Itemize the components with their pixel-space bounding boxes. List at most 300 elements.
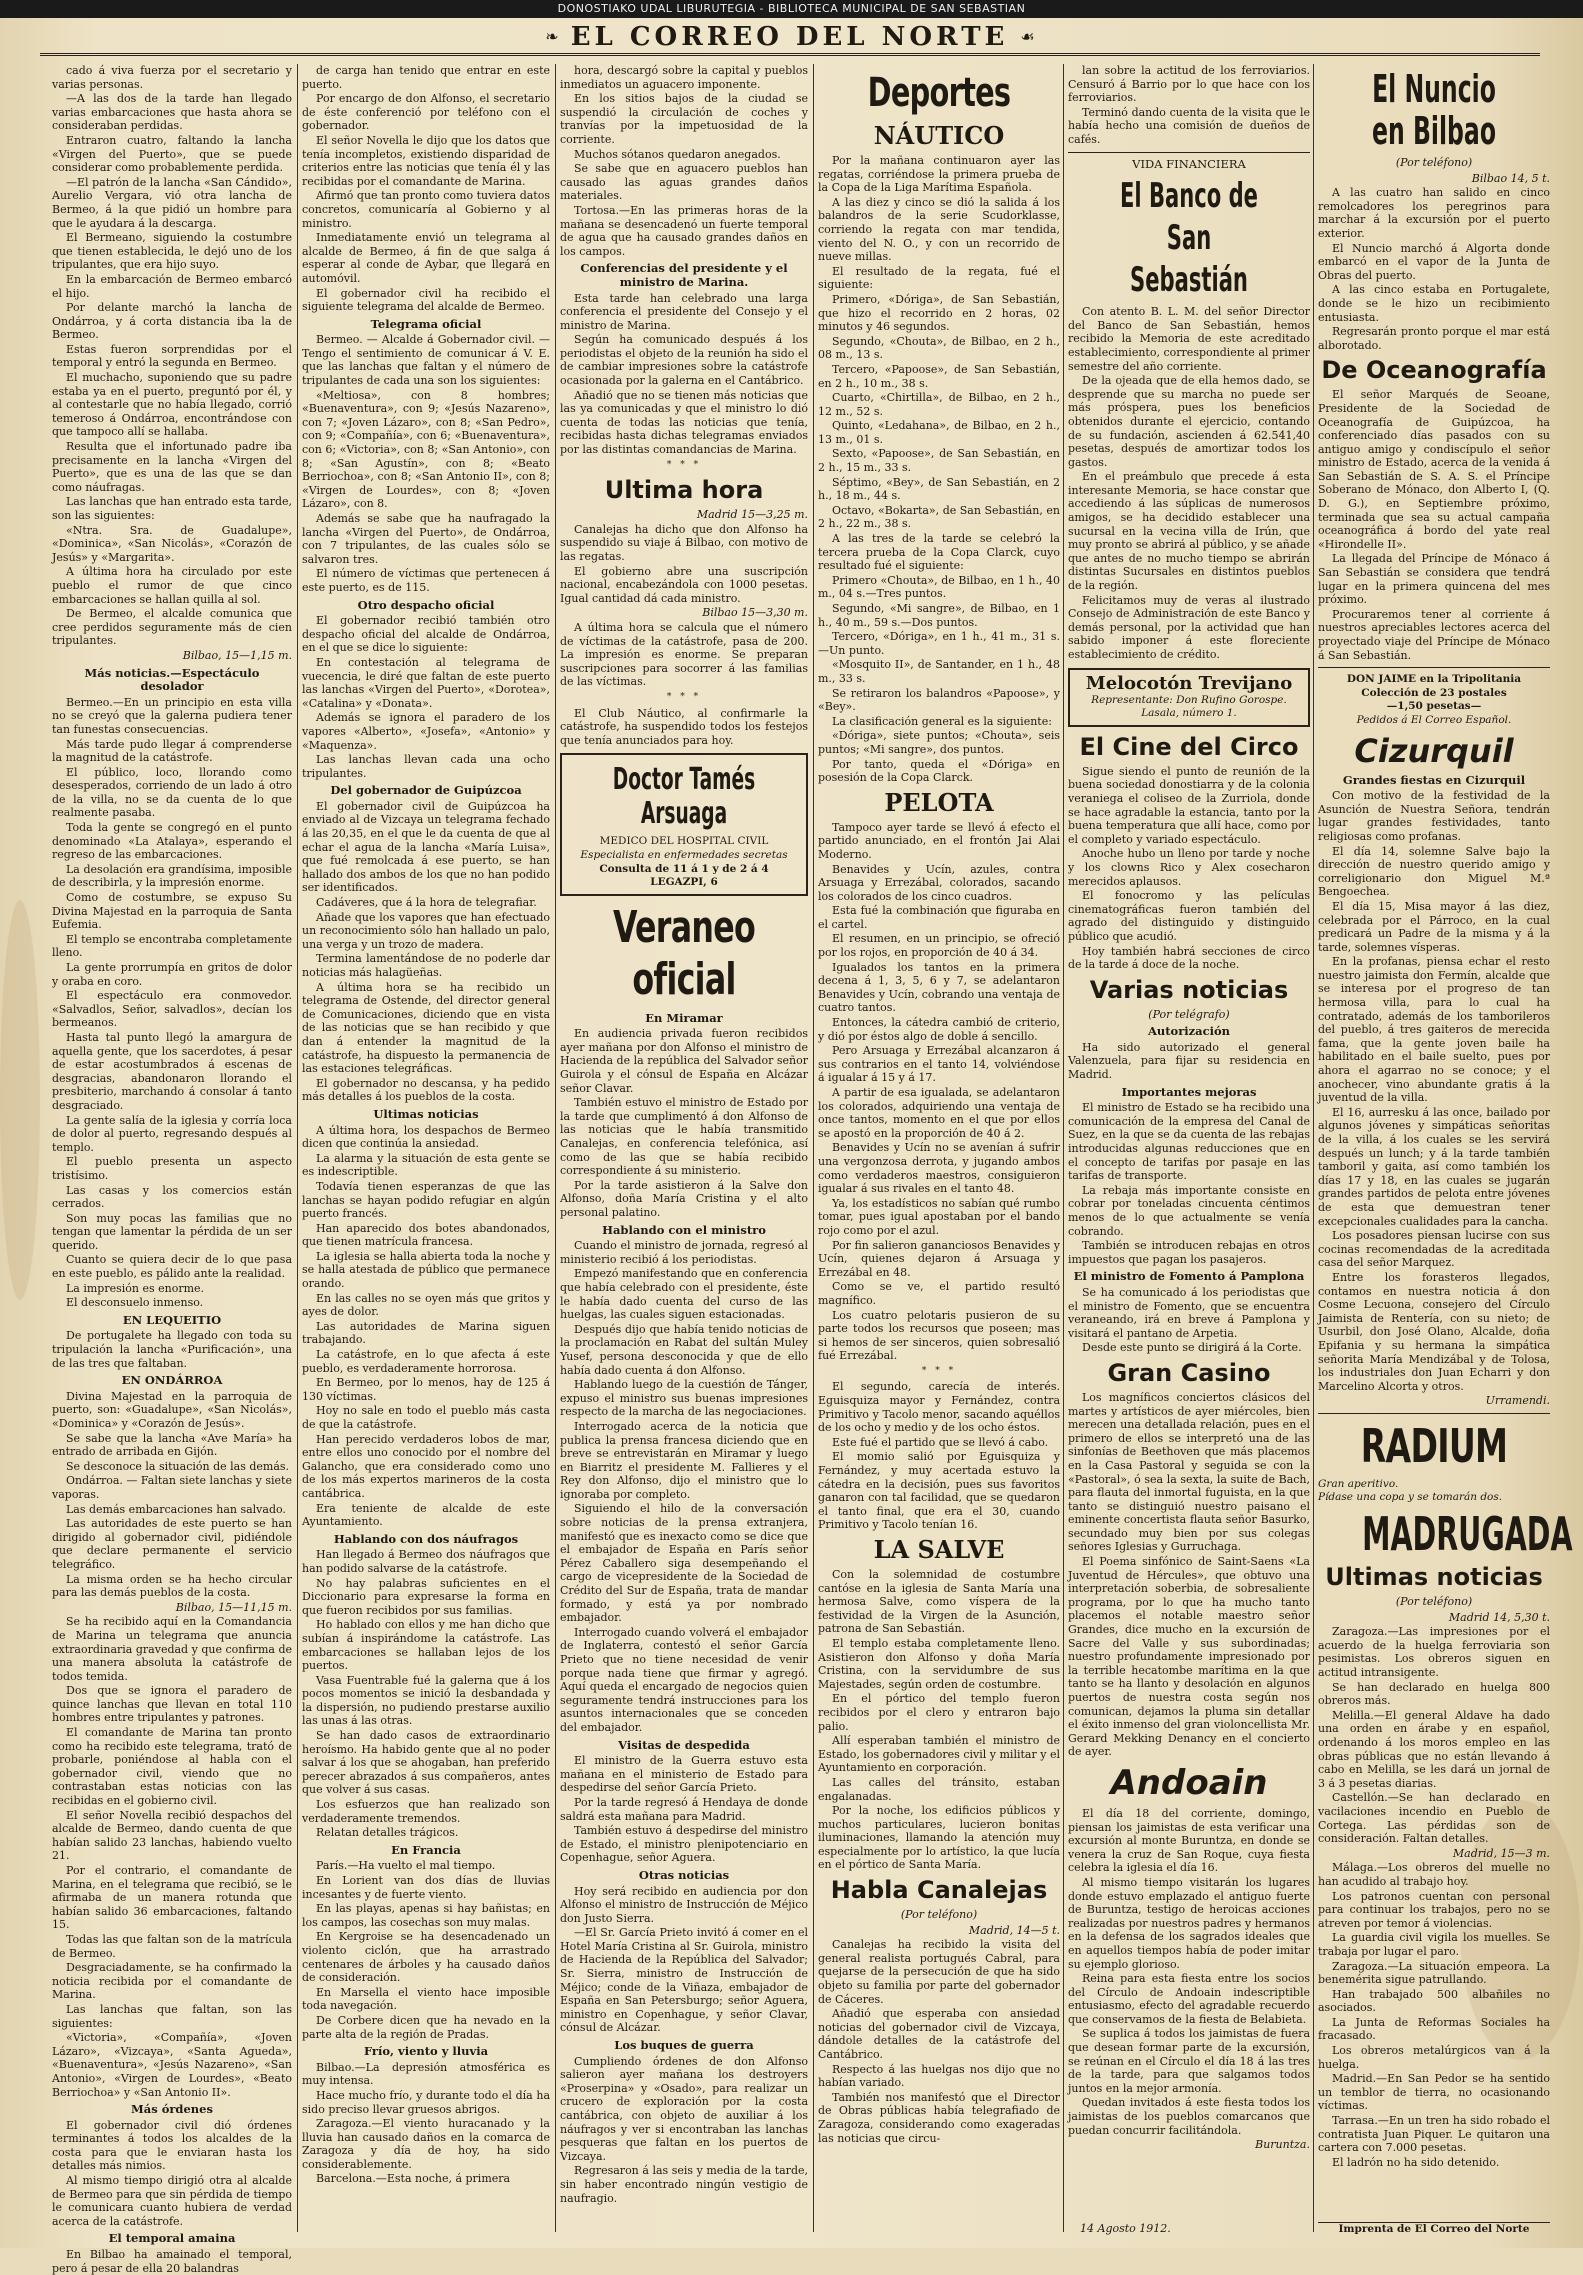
article-paragraph: «Mosquito II», de Santander, en 1 h., 48 m., 33 s.: [818, 658, 1060, 685]
article-paragraph: Por delante marchó la lancha de Ondárroa, y á corta distancia iba la de Bermeo.: [52, 301, 292, 342]
article-paragraph: —El patrón de la lancha «San Cándido», Aurelio Vergara, vió otra lancha de Bermeo, á la que pidió un hombre para que le ayudara á la descarga.: [52, 175, 292, 230]
dateline: Madrid 15—3,25 m.: [696, 508, 808, 522]
article-paragraph: A última hora se ha recibido un telegrama de Ostende, del director general de Comunicaciones, diciendo que en vista de las noticias que se han recibido y que dan á entender la magnitud de la catástrofe, ha dispuesto la permanencia de las estaciones telegráficas.: [302, 980, 550, 1076]
subheading: Hablando con el ministro: [602, 1222, 766, 1237]
article-paragraph: Entonces, la cátedra cambió de criterio, y dió por éstos algo de doble á sencillo.: [818, 1016, 1060, 1043]
article-paragraph: Tampoco ayer tarde se llevó á efecto el partido anunciado, en el frontón Jai Alai Moderno.: [818, 820, 1060, 861]
article-paragraph: El resultado de la regata, fué el siguiente:: [818, 264, 1060, 292]
masthead: [40, 20, 1540, 56]
column-rule: [297, 64, 298, 2232]
article-paragraph: Las lanchas que han entrado esta tarde, son las siguientes:: [52, 495, 292, 522]
article-paragraph: Esta tarde han celebrado una larga conferencia el presidente del Consejo y el ministro de Marina.: [560, 291, 808, 332]
article-body: [818, 1380, 1060, 1532]
article-paragraph: Por la tarde asistieron á la Salve don Alfonso, doña María Cristina y el alto personal palatino.: [560, 1178, 808, 1219]
article-paragraph: Se sabe que en aguacero pueblos han causado las aguas grandes daños materiales.: [560, 162, 808, 203]
article-paragraph: Vasa Fuentrable fué la galerna que á los pocos momentos se inició la desbandada y la dispersión, no pudiendo prestarse auxilio las unas á las otras.: [302, 1673, 550, 1728]
jaime-advertisement: [1318, 673, 1550, 727]
article-paragraph: Quedan invitados á este fiesta todos los jaimistas de los pueblos comarcanos que puedan concurrir facilitándola.: [1068, 2096, 1310, 2137]
article-paragraph: Anoche hubo un lleno por tarde y noche y los clowns Rico y Alex cosecharon merecidos aplausos.: [1068, 847, 1310, 888]
article-paragraph: Con la solemnidad de costumbre cantóse en la iglesia de Santa María una hermosa Salve, como víspera de la festividad de la Virgen de la Asunción, patrona de San Sebastián.: [818, 1568, 1060, 1636]
headline-cine-circo: El Cine del Circo: [1079, 732, 1299, 761]
article-paragraph: Esta fué la combinación que figuraba en el cartel.: [818, 904, 1060, 931]
article-paragraph: El día 18 del corriente, domingo, piensan los jaimistas de esta verificar una excursión al monte Buruntza, en donde se venera la cruz de San Roque, cuya fiesta celebra la iglesia el día 16.: [1068, 1806, 1310, 1875]
article-paragraph: En las playas, apenas si hay bañistas; en los campos, las cosechas son muy malas.: [302, 1902, 550, 1929]
article-body: [302, 1124, 550, 1529]
subheading: Más órdenes: [131, 2102, 213, 2117]
article-paragraph: Hace mucho frío, y durante todo el día ha sido preciso llevar gruesos abrigos.: [302, 2088, 550, 2116]
article-paragraph: De la ojeada que de ella hemos dado, se desprende que su marcha no puede ser más próspera, pues los beneficios obtenidos durante el ejercicio, contando de su fundación, ascienden á 62.541,40 pesetas, después de amortizar todos los gastos.: [1068, 374, 1310, 469]
article-paragraph: A última hora ha circulado por este pueblo el rumor de que cinco embarcaciones se hallan quilla al sol.: [52, 565, 292, 606]
article-paragraph: De Corbere dicen que ha nevado en la parte alta de la región de Pradas.: [302, 2013, 550, 2041]
article-paragraph: La rebaja más importante consiste en cobrar por toneladas cincuenta céntimos menos de lo que actualmente se venía cobrando.: [1068, 1183, 1310, 1238]
separator-dots: * * *: [666, 459, 702, 470]
article-paragraph: Barcelona.—Esta noche, á primera: [316, 2172, 511, 2186]
article-paragraph: Las casas y los comercios están cerrados.: [52, 1183, 292, 1211]
article-paragraph: El Poema sinfónico de Saint-Saens «La Juventud de Hércules», que obtuvo una interpretación soberbia, de sobresaliente programa, por lo que ha mucho tanto placemos el notable maestro señor Grandes, dice mucho en la excursión de Sacre del Valle y sus subordinadas; nuestro profundamente impresionado por la terrible hecatombe marítima en la que tanto se ha llanto y desolación en algunos puertos de nuestra costa según nos comunican, dejamos la pluma sin detallar el éxito inmenso del gran violoncellista Mr. Gerard Mekking Denancy en el concierto de ayer.: [1068, 1555, 1310, 1759]
article-paragraph: Con motivo de la festividad de la Asunción de Nuestra Señora, tendrán lugar grandes festividades, tanto religiosas como profanas.: [1318, 789, 1550, 843]
article-paragraph: hora, descargó sobre la capital y pueblos inmediatos un aguacero imponente.: [560, 64, 808, 91]
article-paragraph: La desolación era grandísima, imposible de describirla, y la impresión enorme.: [52, 862, 292, 890]
ornament-right-icon: ☙: [1020, 27, 1035, 46]
ad-line: Representante: Don Rufino Gorospe.: [1091, 693, 1287, 706]
article-paragraph: Canalejas ha recibido la visita del general realista portugués Cabral, para quejarse de la persecución de que ha sido objeto su familia por parte del gobernador de Cáceres.: [818, 1938, 1060, 2006]
article-body: [1318, 1625, 1550, 1846]
ad-line: —1,50 pesetas—: [1386, 700, 1482, 713]
article-paragraph: Con atento B. L. M. del señor Director del Banco de San Sebastián, hemos recibido la Memoria de este acreditado establecimiento, correspondiente al primer semestre del año corriente.: [1068, 305, 1310, 373]
article-body: [1318, 388, 1550, 662]
signature: Buruntza.: [1255, 2138, 1310, 2152]
article-paragraph: Afirmó que tan pronto como tuviera datos concretos, comunicaría al Gobierno y al ministro.: [302, 189, 550, 230]
headline-oceanografia: De Oceanografía: [1321, 356, 1547, 385]
signature: Urramendi.: [1485, 1394, 1550, 1408]
headline-veraneo-oficial: Veraneo oficial: [612, 901, 756, 1005]
article-paragraph: No hay palabras suficientes en el Diccionario para expresarse la forma en que fueron recibidos por sus familias.: [302, 1576, 550, 1617]
article-paragraph: El resumen, en un principio, se ofreció por los rojos, en proporción de 40 á 34.: [818, 932, 1060, 960]
article-paragraph: Siguiendo el hilo de la conversación sobre noticias de la prensa extranjera, manifestó que es inexacto como se dice que el embajador de España en París señor Pérez Caballero siga desempeñando el cargo de vicepresidente de la Sociedad de Crédito del Sur de España, trata de mandar formado, y está ya por nombrado embajador.: [560, 1502, 808, 1625]
ad-line: Pídase una copa y se tomarán dos.: [1318, 1491, 1503, 1504]
column-2: [302, 64, 550, 2232]
headline-cizurquil: Cizurquil: [1354, 731, 1514, 770]
article-paragraph: Como se ve, el partido resultó magnífico.: [818, 1280, 1060, 1307]
article-paragraph: Allí esperaban también el ministro de Estado, los gobernadores civil y militar y el Ayuntamiento en corporación.: [818, 1734, 1060, 1775]
article-paragraph: Reina para esta fiesta entre los socios del Círculo de Andoain indescriptible entusiasmo, efecto del agradable recuerdo que conservamos de la fiesta de Belabieta.: [1068, 1972, 1310, 2026]
article-paragraph: El 16, aurresku á las once, bailado por algunos jóvenes y simpáticas señoritas de la villa, á los cuales se les servirá después un lunch; y á la tarde también tamboril y gaita, así como también los días 17 y 18, en las cuales se jugarán grandes partidos de pelota entre jóvenes de esta que demuestran tener excepcionales cualidades para la cancha.: [1318, 1105, 1550, 1228]
article-paragraph: La llegada del Príncipe de Mónaco á San Sebastián se considera que tendrá lugar en la primera quincena del mes próximo.: [1318, 552, 1550, 607]
subheading: Visitas de despedida: [618, 1737, 750, 1752]
article-paragraph: Toda la gente se congregó en el punto denominado «La Atalaya», esperando el regreso de las embarcaciones.: [52, 821, 292, 862]
newspaper-title: EL CORREO DEL NORTE: [570, 21, 1009, 52]
article-body: [52, 1615, 292, 2099]
article-body: [1068, 1101, 1310, 1266]
article-paragraph: Como de costumbre, se expuso Su Divina Majestad en la parroquia de Santa Eufemia.: [52, 891, 292, 932]
article-paragraph: El segundo, carecía de interés. Eguisquiza mayor y Fernández, contra Primitivo y Tacolo menor, sacando aquéllos de los ocho y medio y de los ocho éstos.: [818, 1380, 1060, 1435]
article-paragraph: Este fué el partido que se llevó á cabo.: [832, 1435, 1049, 1449]
article-paragraph: Tortosa.—En las primeras horas de la mañana se desencadenó un fuerte temporal de agua que ha causado grandes daños en los campos.: [560, 203, 808, 258]
article-body: [818, 1568, 1060, 1872]
radium-advertisement: [1318, 1420, 1550, 1505]
article-paragraph: A las diez y cinco se dió la salida á los balandros de la serie Scudorklasse, corriendo la regata con mar tendida, viento del N. O., y con un recorrido de nueve millas.: [818, 195, 1060, 264]
article-paragraph: El público, loco, llorando como desesperados, corriendo de un lado á otro de la villa, no se da cuenta de lo que realmente pasaba.: [52, 765, 292, 820]
subheading: En Miramar: [645, 1010, 723, 1025]
article-paragraph: lan sobre la actitud de los ferroviarios. Censuró á Barrio por lo que hace con los ferroviarios.: [1068, 64, 1310, 105]
divider: [1318, 667, 1550, 668]
headline-andoain: Andoain: [1110, 1762, 1268, 1803]
article-paragraph: El fonocromo y las películas cinematográficas fueron también del agrado del distinguido y distinguido público que acudió.: [1068, 889, 1310, 943]
article-paragraph: A las tres de la tarde se celebró la tercera prueba de la Copa Clarck, cuyo resultado fué el siguiente:: [818, 532, 1060, 573]
article-paragraph: También estuvo el ministro de Estado por la tarde que cumplimentó á don Alfonso de las noticias que le había transmitido Canalejas, en conferencia telefónica, así como de las que se había recibido correspondiente á su ministerio.: [560, 1096, 808, 1178]
article-paragraph: Los obreros metalúrgicos van á la huelga.: [1318, 2044, 1550, 2071]
article-paragraph: El número de víctimas que pertenecen á este puerto, es de 115.: [302, 567, 550, 594]
article-paragraph: cado á viva fuerza por el secretario y varias personas.: [52, 64, 292, 91]
column-rule: [555, 64, 556, 2232]
article-paragraph: El gobierno abre una suscripción nacional, encabezándola con 1000 pesetas. Igual cantidad dá cada ministro.: [560, 564, 808, 605]
article-paragraph: El templo se encontraba completamente lleno.: [52, 932, 292, 960]
ad-title: RADIUM: [1360, 1418, 1508, 1473]
subheading: Ultimas noticias: [373, 1106, 479, 1121]
article-paragraph: Séptimo, «Bey», de San Sebastián, en 2 h., 18 m., 44 s.: [818, 475, 1060, 503]
article-paragraph: Primero «Chouta», de Bilbao, en 1 h., 40 m., 04 s.—Tres puntos.: [818, 573, 1060, 601]
headline-varias-noticias: Varias noticias: [1089, 975, 1289, 1004]
article-paragraph: La alarma y la situación de esta gente se es indescriptible.: [302, 1151, 550, 1179]
subheading: Grandes fiestas en Cizurquil: [1342, 772, 1526, 787]
divider: [1068, 152, 1310, 153]
article-paragraph: Por tanto, queda el «Dóriga» en posesión de la Copa Clarck.: [818, 757, 1060, 785]
article-paragraph: El gobernador no descansa, y ha pedido más detalles á los pueblos de la costa.: [302, 1076, 550, 1104]
article-paragraph: De portugalete ha llegado con toda su tripulación la lancha «Purificación», una de las tres que faltaban.: [52, 1329, 292, 1370]
article-paragraph: El señor Novella recibió despachos del alcalde de Bermeo, dando cuenta de que habían salido 23 lanchas, habiendo vuelto 21.: [52, 1808, 292, 1863]
article-paragraph: El momio salió por Eguisquiza y Fernández, y muy acertada estuvo la cátedra en la decisión, pues sus favoritos ganaron con tal facilidad, que se quedaron el tanto final, que era el 30, cuando Primitivo y Tacolo tenían 16.: [818, 1450, 1060, 1532]
article-paragraph: «Victoria», «Compañía», «Joven Lázaro», «Vizcaya», «Santa Agueda», «Buenaventura», «Jesús Nazareno», «San Antonio», «Virgen de Lourdes», «Beato Berriochoa» y «San Antonio II».: [52, 2031, 292, 2099]
article-paragraph: París.—Ha vuelto el mal tiempo.: [316, 1859, 496, 1873]
article-body: [302, 1859, 550, 2041]
article-paragraph: A las cinco estaba en Portugalete, donde se le hizo un recibimiento entusiasta.: [1318, 283, 1550, 324]
article-paragraph: Añadió que esperaba con ansiedad noticias del gobernador civil de Vizcaya, dándole detalles de la catástrofe del Cantábrico.: [818, 2007, 1060, 2061]
subheading: Otro despacho oficial: [357, 597, 495, 612]
subheading: Conferencias del presidente y el ministro de Marina.: [580, 261, 788, 289]
article-paragraph: Al mismo tiempo dirigió otra al alcalde de Bermeo para que sin pérdida de tiempo le comunicara cuanto hubiera de verdad acerca de la catástrofe.: [52, 2174, 292, 2228]
article-paragraph: También estuvo á despedirse del ministro de Estado, el ministro plenipotenciario en Copenhague, señor Aguera.: [560, 1824, 808, 1865]
article-paragraph: La clasificación general es la siguiente:: [832, 714, 1052, 728]
article-body: [1068, 64, 1310, 147]
ad-line: MEDICO DEL HOSPITAL CIVIL: [599, 835, 769, 848]
separator-dots: * * *: [921, 1365, 957, 1376]
article-paragraph: A última hora se calcula que el número de víctimas de la catástrofe, pasa de 200. La impresión es enorme. Se preparan suscripciones para socorrer á las familias de las víctimas.: [560, 620, 808, 689]
article-paragraph: Cadáveres, que á la hora de telegrafiar.: [316, 896, 537, 910]
article-paragraph: Más tarde pudo llegar á comprenderse la magnitud de la catástrofe.: [52, 737, 292, 765]
article-body: [560, 707, 808, 748]
subheading: El ministro de Fomento á Pamplona: [1073, 1269, 1305, 1284]
article-paragraph: Tercero, «Papoose», de San Sebastián, en 2 h., 10 m., 38 s.: [818, 362, 1060, 390]
article-paragraph: «Meltiosa», con 8 hombres; «Buenaventura», con 9; «Jesús Nazareno», con 7; «Joven Lázaro», con 8; «San Pedro», con 9; «Compañía», con 6; «Buenaventura», con 6; «Victoria», con 8; «San Antonio», con 8; «San Agustín», con 8; «Beato Berriochoa», con 8; «San Antonio II», con 8; «Virgen de Lourdes», con 8; «Joven Lázaro», con 8.: [302, 388, 550, 511]
article-paragraph: —El Sr. García Prieto invitó á comer en el Hotel María Cristina al Sr. Guirola, ministro de Hacienda de la República del Salvador; Sr. Sierra, ministro de Instrucción de Méjico; conde de la Viñaza, embajador de España en San Petersburgo; señor Aguera, ministro en Copenhague, y señor Clavar, cónsul de Alcázar.: [560, 1926, 808, 2035]
article-paragraph: Cuando el ministro de jornada, regresó al ministerio recibió á los periodistas.: [560, 1239, 808, 1266]
article-paragraph: A última hora, los despachos de Bermeo dicen que continúa la ansiedad.: [302, 1123, 550, 1151]
subheading: (Por teléfono): [900, 1908, 978, 1922]
dateline: Bilbao 15—3,30 m.: [702, 606, 808, 620]
article-body: [1068, 1041, 1310, 1082]
article-body: [302, 333, 550, 594]
article-paragraph: Por la noche, los edificios públicos y muchos particulares, lucieron bonitas iluminaciones, llamando la atención muy especialmente por lo artístico, la que lucía en el pórtico de Santa María.: [818, 1804, 1060, 1872]
article-paragraph: El día 14, solemne Salve bajo la dirección de nuestro querido amigo y correligionario don Miguel M.ª Bengoechea.: [1318, 844, 1550, 899]
article-paragraph: Melilla.—El general Aldave ha dado una orden en árabe y en español, ordenando á los moros empleo en las obras públicas que no están llevando á cabo en Melilla, se les dará un jornal de 3 á 3 pesetas diarias.: [1318, 1708, 1550, 1790]
article-paragraph: Hoy no sale en todo el pueblo más casta de que la catástrofe.: [302, 1404, 550, 1431]
article-paragraph: Los esfuerzos que han realizado son verdaderamente tremendos.: [302, 1798, 550, 1825]
dateline: Bilbao, 15—11,15 m.: [175, 1600, 292, 1614]
article-paragraph: Por fin salieron gananciosos Benavides y Ucín, quienes dejaron á Arsuaga y Errezábal en 48.: [818, 1238, 1060, 1279]
ad-line: Lasala, número 1.: [1141, 707, 1237, 720]
article-body: [1068, 765, 1310, 972]
article-body: [52, 696, 292, 1310]
article-paragraph: Pero Arsuaga y Errezábal alcanzaron á sus contrarios en el tanto 14, volviéndose á igualar á 15 y á 17.: [818, 1044, 1060, 1085]
article-paragraph: Regresaron á las seis y media de la tarde, sin haber encontrado ningún vestigio de naufragio.: [560, 2164, 808, 2205]
article-paragraph: Por la mañana continuaron ayer las regatas, corriéndose la primera prueba de la Copa de la Liga Marítima Española.: [818, 154, 1060, 195]
article-paragraph: Ya, los estadísticos no sabían qué rumbo tomar, pues igual apostaban por el bando rojo como por el azul.: [818, 1196, 1060, 1237]
column-rule: [1313, 64, 1314, 2232]
article-paragraph: En los sitios bajos de la ciudad se suspendió la circulación de coches y tranvías por la impetuosidad de la corriente.: [560, 92, 808, 146]
article-paragraph: La gente salía de la iglesia y corría loca de dolor al puerto, regresando después al templo.: [52, 1113, 292, 1154]
article-paragraph: Era teniente de alcalde de este Ayuntamiento.: [302, 1501, 550, 1529]
article-paragraph: Han aparecido dos botes abandonados, que tienen matrícula francesa.: [302, 1221, 550, 1249]
article-paragraph: Han perecido verdaderos lobos de mar, entre ellos uno conocido por el nombre del Galancho, que era considerado como uno de los más expertos marineros de la costa cantábrica.: [302, 1432, 550, 1500]
article-paragraph: Entre los forasteros llegados, contamos en nuestra noticia á don Cosme Lecuona, consejero del Círculo Jaimista de Rentería, con su nieto; de Usurbil, don José Olano, Alcalde, doña Epifania y su hermana la simpática señorita María Mendizábal y de Tolosa, los industriales don Juan Echarri y don Marcelino Alcorta y otros.: [1318, 1270, 1550, 1393]
article-paragraph: Entraron cuatro, faltando la lancha «Virgen del Puerto», que se puede considerar como probablemente perdida.: [52, 133, 292, 175]
article-paragraph: Octavo, «Bokarta», de San Sebastián, en 2 h., 22 m., 38 s.: [818, 503, 1060, 531]
separator-dots: * * *: [666, 691, 702, 702]
article-body: [302, 1548, 550, 1839]
ornament-left-icon: ❧: [545, 27, 559, 46]
melocoton-advertisement: [1068, 668, 1310, 727]
column-rule: [813, 64, 814, 2232]
article-paragraph: Zaragoza.—El viento huracanado y la lluvia han causado daños en la comarca de Zaragoza y día de hoy, ha sido considerablemente.: [302, 2117, 550, 2171]
article-paragraph: Castellón.—Se han declarado en vacilaciones incendio en Pueblo de Cortega. Las pérdidas son de consideración. Faltan detalles.: [1318, 1791, 1550, 1846]
article-paragraph: El gobernador civil de Guipúzcoa ha enviado al de Vizcaya un telegrama fechado á las 20,35, en el que le da cuenta de que al echar el agua de la lancha «María Luisa», que fué remolcada á ese puerto, se han hallado dos ambos de los que no han podido ser identificados.: [302, 799, 550, 895]
article-paragraph: La impresión es enorme.: [66, 1281, 205, 1295]
subheading: VIDA FINANCIERA: [1132, 156, 1246, 171]
article-paragraph: Procuraremos tener al corriente á nuestros apreciables lectores acerca del proyectado viaje del Príncipe de Mónaco á San Sebastián.: [1318, 607, 1550, 662]
article-paragraph: En contestación al telegrama de vuecencia, le diré que faltan de este puerto las lanchas «Virgen del Puerto», «Dorotea», «Catalina» y «Donata».: [302, 655, 550, 710]
article-body: [1068, 1391, 1310, 1759]
article-paragraph: El comandante de Marina tan pronto como ha recibido este telegrama, trató de probarle, poniéndose al habla con el gobernador civil, viendo que no contrastaban estas noticias con las recibidas en el gobierno civil.: [52, 1726, 292, 1808]
headline-ultima-hora: Ultima hora: [604, 476, 764, 505]
footer-date: 14 Agosto 1912.: [1080, 2222, 1171, 2235]
column-4: [818, 64, 1060, 2232]
article-paragraph: Dos que se ignora el paradero de quince lanchas que llevan en total 110 hombres entre tripulantes y patrones.: [52, 1684, 292, 1725]
ad-line: Colección de 23 postales: [1361, 686, 1507, 699]
article-body: [52, 1390, 292, 1600]
article-paragraph: «Ntra. Sra. de Guadalupe», «Dominica», «San Nicolás», «Corazón de Jesús» y «Margarita».: [52, 523, 292, 564]
article-paragraph: El gobernador civil ha recibido el siguiente telegrama del alcalde de Bermeo.: [302, 286, 550, 314]
subheading: Más noticias.—Espectáculo desolador: [84, 665, 260, 694]
article-paragraph: Todavía tienen esperanzas de que las lanchas se hayan podido refugiar en algún puerto francés.: [302, 1179, 550, 1221]
article-paragraph: Han llegado á Bermeo dos náufragos que han podido salvarse de la catástrofe.: [302, 1548, 550, 1575]
article-paragraph: El gobernador civil dió órdenes terminantes á todos los alcaldes de la costa para que le enviaran hasta los detalles más nimios.: [52, 2118, 292, 2173]
article-paragraph: Se han declarado en huelga 800 obreros más.: [1318, 1680, 1550, 1708]
article-paragraph: Zaragoza.—Las impresiones por el acuerdo de la huelga ferroviaria son pesimistas. Los obreros siguen en actitud intransigente.: [1318, 1625, 1550, 1680]
headline-nuncio: El Nuncio en Bilbao: [1371, 67, 1497, 153]
column-6: [1318, 64, 1573, 2232]
article-paragraph: A las cuatro han salido en cinco remolcadores los peregrinos para marchar á la excursión por el puerto exterior.: [1318, 186, 1550, 240]
article-paragraph: Se suplica á todos los jaimistas de fuera que desean formar parte de la excursión, se reúnan en el Círculo el día 18 á las tres de la tarde, para que salgamos todos juntos en la mejor armonía.: [1068, 2027, 1310, 2095]
article-paragraph: Sexto, «Papoose», de San Sebastián, en 2 h., 15 m., 33 s.: [818, 447, 1060, 475]
article-paragraph: También se introducen rebajas en otros impuestos que pagan los pasajeros.: [1068, 1239, 1310, 1266]
article-paragraph: Estas fueron sorprendidas por el temporal y entró la segunda en Bermeo.: [52, 342, 292, 370]
article-paragraph: Se ha comunicado á los periodistas que el ministro de Fomento, que se encuentra veraneando, irá en breve á Pamplona y visitará el pantano de Arpetia.: [1068, 1285, 1310, 1340]
article-paragraph: Los patronos cuentan con personal para continuar los trabajos, pero no se atreven por temor á violencias.: [1318, 1889, 1550, 1930]
article-paragraph: El día 15, Misa mayor á las diez, celebrada por el Párroco, en la cual predicará un Padre de la misma y á la tarde, solemnes vísperas.: [1318, 899, 1550, 954]
article-paragraph: Málaga.—Los obreros del muelle no han acudido al trabajo hoy.: [1318, 1861, 1550, 1888]
article-paragraph: Ondárroa. — Faltan siete lanchas y siete vaporas.: [52, 1474, 292, 1501]
ad-line: Pedidos á El Correo Español.: [1356, 713, 1512, 726]
article-paragraph: El espectáculo era conmovedor. «Salvadlos, Señor, salvadlos», decían los bermeanos.: [52, 989, 292, 1030]
article-paragraph: Las calles del tránsito, estaban engalanadas.: [818, 1775, 1060, 1803]
article-body: [52, 64, 292, 648]
article-paragraph: El desconsuelo inmenso.: [66, 1296, 204, 1310]
subheading: (Por teléfono): [1395, 156, 1473, 169]
article-paragraph: Hoy también habrá secciones de circo de la tarde á doce de la noche.: [1068, 944, 1310, 972]
article-paragraph: En las calles no se oyen más que gritos y ayes de dolor.: [302, 1291, 550, 1319]
article-paragraph: Zaragoza.—La situación empeora. La benemérita sigue patrullando.: [1318, 1959, 1550, 1987]
article-paragraph: En el preámbulo que precede á esta interesante Memoria, se hace constar que accediendo á las súplicas de numerosos amigos, se ha decidido establecer una sucursal en la vecina villa de Irún, que muy pronto se abrirá al público, y se añade que antes de no mucho tiempo se abrirán distintas Sucursales en distintos pueblos de la región.: [1068, 470, 1310, 593]
article-body: [560, 64, 808, 258]
article-paragraph: Resulta que el infortunado padre iba precisamente en la lancha «Virgen del Puerto», que es una de las que se dan como náufragas.: [52, 440, 292, 494]
article-paragraph: Se han dado casos de extraordinario heroísmo. Ha habido gente que al no poder salvar á los que se ahogaban, han preferido perecer abrazados á sus compañeros, antes que volver á sus casas.: [302, 1729, 550, 1797]
article-paragraph: El Club Náutico, al confirmarle la catástrofe, ha suspendido todos los festejos que tenía anunciados para hoy.: [560, 706, 808, 747]
article-paragraph: —A las dos de la tarde han llegado varias embarcaciones que hasta ahora se consideraban perdidas.: [52, 92, 292, 133]
dateline: Madrid, 14—5 t.: [968, 1923, 1060, 1937]
article-body: [302, 800, 550, 1104]
headline-madrugada: MADRUGADA: [1362, 1507, 1573, 1562]
article-paragraph: Relatan detalles trágicos.: [316, 1826, 459, 1840]
article-paragraph: Según ha comunicado después á los periodistas el objeto de la reunión ha sido el de cambiar impresiones sobre la catástrofe ocasionada por la galerna en el Cantábrico.: [560, 333, 808, 388]
article-paragraph: Los cuatro pelotaris pusieron de su parte todos los recursos que poseen; mas si hemos de ser sinceros, quien sobresalió fué Errezábal.: [818, 1308, 1060, 1363]
article-paragraph: Al mismo tiempo visitarán los lugares donde estuvo emplazado el antiguo fuerte de Buruntza, testigo de heroicas acciones realizadas por nuestros padres y hermanos en la defensa de los sagrados ideales que en aquellos tiempos había de poder imitar su ejemplo glorioso.: [1068, 1875, 1310, 1971]
doctor-advertisement: [560, 753, 808, 895]
article-paragraph: En audiencia privada fueron recibidos ayer mañana por don Alfonso el ministro de Hacienda de la república del Salvador señor Guirola y el cónsul de España en Alcázar señor Clavar.: [560, 1027, 808, 1095]
article-paragraph: Termina lamentándose de no poderle dar noticias más halagüeñas.: [302, 952, 550, 979]
subheading: Importantes mejoras: [1121, 1084, 1257, 1099]
ad-line: Especialista en enfermedades secretas: [580, 848, 788, 861]
article-paragraph: Los posadores piensan lucirse con sus cocinas recomendadas de la acreditada casa del señor Marquez.: [1318, 1229, 1550, 1270]
article-paragraph: En Marsella el viento hace imposible toda navegación.: [302, 1985, 550, 2013]
article-paragraph: Felicitamos muy de veras al ilustrado Consejo de Administración de este Banco y demás personal, por la actividad que han sabido imponer á este floreciente establecimiento de crédito.: [1068, 593, 1310, 661]
article-paragraph: Regresarán pronto porque el mar está alborotado.: [1318, 325, 1550, 352]
ad-line: LEGAZPI, 6: [650, 876, 718, 889]
subheading: EN ONDÁRROA: [121, 1373, 223, 1388]
article-paragraph: Terminó dando cuenta de la visita que le había hecho una comisión de dueños de cafés.: [1068, 105, 1310, 146]
article-paragraph: El pueblo presenta un aspecto tristísimo.: [52, 1155, 292, 1182]
article-paragraph: El Bermeano, siguiendo la costumbre que tienen establecida, le dejó uno de los tripulantes, que era hijo suyo.: [52, 231, 292, 272]
article-body: [302, 2061, 550, 2186]
article-paragraph: Inmediatamente envió un telegrama al alcalde de Bermeo, á fin de que salga á esperar al conde de Aybar, que llegará en automóvil.: [302, 231, 550, 285]
article-paragraph: Madrid.—En San Pedor se ha sentido un temblor de tierra, no ocasionando víctimas.: [1318, 2072, 1550, 2113]
article-paragraph: Sigue siendo el punto de reunión de la buena sociedad donostiarra y de la colonia veraniega el coliseo de la Zurriola, donde se hace agradable la estancia, tanto por la buena temperatura que allí hace, como por el completo y variado espectáculo.: [1068, 764, 1310, 846]
article-paragraph: Quinto, «Ledahana», de Bilbao, en 2 h., 13 m., 01 s.: [818, 419, 1060, 446]
article-paragraph: Divina Majestad en la parroquia de puerto, son: «Guadalupe», «San Nicolás», «Dominica» y «Corazón de Jesús».: [52, 1389, 292, 1430]
article-body: [52, 2119, 292, 2229]
article-paragraph: Después dijo que había tenido noticias de la proclamación en Rabat del sultán Muley Yusef, persona desconocida y que de ello había dado cuenta á don Alfonso.: [560, 1322, 808, 1377]
article-body: [560, 2055, 808, 2206]
article-paragraph: Respecto á las huelgas nos dijo que no habían variado.: [818, 2062, 1060, 2090]
column-rule: [1063, 64, 1064, 2232]
article-paragraph: En Kergroise se ha desencadenado un violento ciclón, que ha arrastrado centenares de árboles y ha causado daños de consideración.: [302, 1930, 550, 1985]
article-paragraph: Ho hablado con ellos y me han dicho que subían á inspirándome la catástrofe. Las embarcaciones se hallaban lejos de los puertos.: [302, 1618, 550, 1673]
article-paragraph: La Junta de Reformas Sociales ha fracasado.: [1318, 2015, 1550, 2043]
subheading: Hablando con dos náufragos: [333, 1531, 519, 1546]
ad-line: Consulta de 11 á 1 y de 2 á 4: [599, 862, 769, 875]
dateline: Madrid, 15—3 m.: [1452, 1846, 1550, 1860]
article-paragraph: Tercero, «Dóriga», en 1 h., 41 m., 31 s.—Un punto.: [818, 630, 1060, 657]
subheading: (Por telégrafo): [1148, 1007, 1230, 1021]
article-body: [302, 64, 550, 314]
article-paragraph: Todas las que faltan son de la matrícula de Bermeo.: [52, 1932, 292, 1960]
article-paragraph: Hoy será recibido en audiencia por don Alfonso el ministro de Instrucción de Méjico don Justo Sierra.: [560, 1884, 808, 1925]
article-paragraph: Bermeo. — Alcalde á Gobernador civil. — Tengo el sentimiento de comunicar á V. E. que las lanchas que faltan y el número de tripulantes de cada una son los siguientes:: [302, 333, 550, 388]
article-paragraph: Se desconoce la situación de las demás.: [66, 1459, 290, 1473]
article-paragraph: Han trabajado 500 albañiles no asociados.: [1318, 1987, 1550, 2015]
article-paragraph: Las lanchas llevan cada una ocho tripulantes.: [302, 753, 550, 780]
ad-title: DON JAIME en la Tripolitania: [1346, 673, 1522, 686]
article-paragraph: El ministro de Estado se ha recibido una comunicación de la empresa del Canal de Suez, en la que se da cuenta de las rebajas introducidas algunas reducciones que en el concepto de tarifas por pasaje en las tarifas de transporte.: [1068, 1101, 1310, 1183]
article-paragraph: De Bermeo, el alcalde comunica que cree perdidos seguramente más de cien tripulantes.: [52, 607, 292, 648]
article-paragraph: El gobernador recibió también otro despacho oficial del alcalde de Ondárroa, en el que se dice lo siguiente:: [302, 614, 550, 655]
imprint: Imprenta de El Correo del Norte: [1318, 2222, 1550, 2235]
article-paragraph: Se ha recibido aquí en la Comandancia de Marina un telegrama que anuncia extraordinaria gravedad y que confirma de una manera absoluta la catástrofe de todos temida.: [52, 1615, 292, 1683]
article-paragraph: Las lanchas que faltan, son las siguientes:: [52, 2002, 292, 2030]
article-body: [302, 614, 550, 780]
article-paragraph: de carga han tenido que entrar en este puerto.: [302, 64, 550, 91]
archive-banner: DONOSTIAKO UDAL LIBURUTEGIA - BIBLIOTECA MUNICIPAL DE SAN SEBASTIAN: [0, 0, 1583, 18]
article-body: [818, 1938, 1060, 2145]
article-body: [560, 1754, 808, 1865]
article-paragraph: El templo estaba completamente lleno. Asistieron don Alfonso y doña María Cristina, con la servidumbre de sus Majestades, según orden de costumbre.: [818, 1636, 1060, 1691]
subheading: Frío, viento y lluvia: [363, 2044, 489, 2059]
article-paragraph: Se retiraron los balandros «Papoose», y «Bey».: [818, 686, 1060, 714]
article-body: [560, 1885, 808, 2036]
subheading: El temporal amaina: [108, 2231, 236, 2246]
headline-ultimas-noticias: Ultimas noticias: [1325, 1563, 1543, 1592]
article-body: [560, 1239, 808, 1734]
article-paragraph: Ha sido autorizado el general Valenzuela, para fijar su residencia en Madrid.: [1068, 1040, 1310, 1082]
article-body: [560, 523, 808, 606]
article-paragraph: «Dóriga», siete puntos; «Chouta», seis puntos; «Mi sangre», dos puntos.: [818, 729, 1060, 756]
article-paragraph: La iglesia se halla abierta toda la noche y se halla atestada de público que permanece orando.: [302, 1249, 550, 1291]
article-paragraph: Cumpliendo órdenes de don Alfonso salieron ayer mañana los destroyers «Proserpina» y «Osado», para realizar un crucero de exploración por la costa cantábrica, con objeto de auxiliar á los náufragos y ver si encontraban las lanchas pesqueras que faltan en los puertos de Vizcaya.: [560, 2054, 808, 2163]
article-paragraph: El señor Marqués de Seoane, Presidente de la Sociedad de Oceanografía de Guipúzcoa, ha conferenciado días pasados con su antiguo amigo y condiscípulo el señor ministro de Estado, acerca de la venida á San Sebastián de S. A. S. el Príncipe Soberano de Mónaco, don Alberto I, (Q. D. G.), en Septiembre próximo, terminada que sea su actual campaña oceanográfica á bordo del yate real «Hirondelle II».: [1318, 388, 1550, 551]
article-paragraph: Benavides y Ucín, azules, contra Arsuaga y Errezábal, colorados, sacando los colorados de los cinco cuadros.: [818, 862, 1060, 903]
article-body: [560, 1027, 808, 1219]
headline-gran-casino: Gran Casino: [1107, 1358, 1271, 1387]
article-paragraph: Además se ignora el paradero de los vapores «Alberto», «Josefa», «Antonio» y «Maquenza».: [302, 711, 550, 752]
article-paragraph: El señor Novella le dijo que los datos que tenía incompletos, existiendo disparidad de criterios entre las noticias que tenía él y las recibidas por el comandante de Marina.: [302, 133, 550, 188]
column-1: [52, 64, 292, 2275]
article-body: [560, 621, 808, 689]
subheading: (Por teléfono): [1395, 1595, 1473, 1609]
article-paragraph: Por el contrario, el comandante de Marina, en el telegrama que recibió, se le afirmaba de un manera rotunda que habían salido 36 embarcaciones, faltando 15.: [52, 1864, 292, 1932]
article-paragraph: Hasta tal punto llegó la amargura de aquella gente, que los sacerdotes, á pesar de estar acostumbrados á escenas de desgracias, abandonaron llorando el presbiterio, marchando á consolar á tanto desgraciado.: [52, 1030, 292, 1112]
article-paragraph: El Nuncio marchó á Algorta donde embarcó en el vapor de la Junta de Obras del puerto.: [1318, 241, 1550, 282]
article-paragraph: Las demás embarcaciones han salvado.: [66, 1502, 286, 1516]
article-paragraph: También nos manifestó que el Director de Obras públicas había telegrafiado de Zaragoza, considerando como exageradas las noticias que circu-: [818, 2090, 1060, 2145]
article-paragraph: Bilbao.—La depresión atmosférica es muy intensa.: [302, 2060, 550, 2088]
article-paragraph: Primero, «Dóriga», de San Sebastián, que hizo el recorrido en 2 horas, 02 minutos y 46 segundos.: [818, 292, 1060, 334]
dateline: Bilbao, 15—1,15 m.: [182, 648, 292, 662]
article-paragraph: Interrogado cuando volverá el embajador de Inglaterra, contestó el señor García Prieto que no tiene necesidad de venir porque nada tiene que firmar y agregó. Aquí queda el encargado de negocios quien seguramente tendrá instrucciones para los asuntos internacionales que se conceden del embajador.: [560, 1625, 808, 1734]
article-paragraph: Desgraciadamente, se ha confirmado la noticia recibida por el comandante de Marina.: [52, 1961, 292, 2002]
column-3: [560, 64, 808, 2232]
subheading: Del gobernador de Guipúzcoa: [330, 783, 522, 798]
article-body: [1318, 789, 1550, 1393]
article-body: [52, 2248, 292, 2275]
